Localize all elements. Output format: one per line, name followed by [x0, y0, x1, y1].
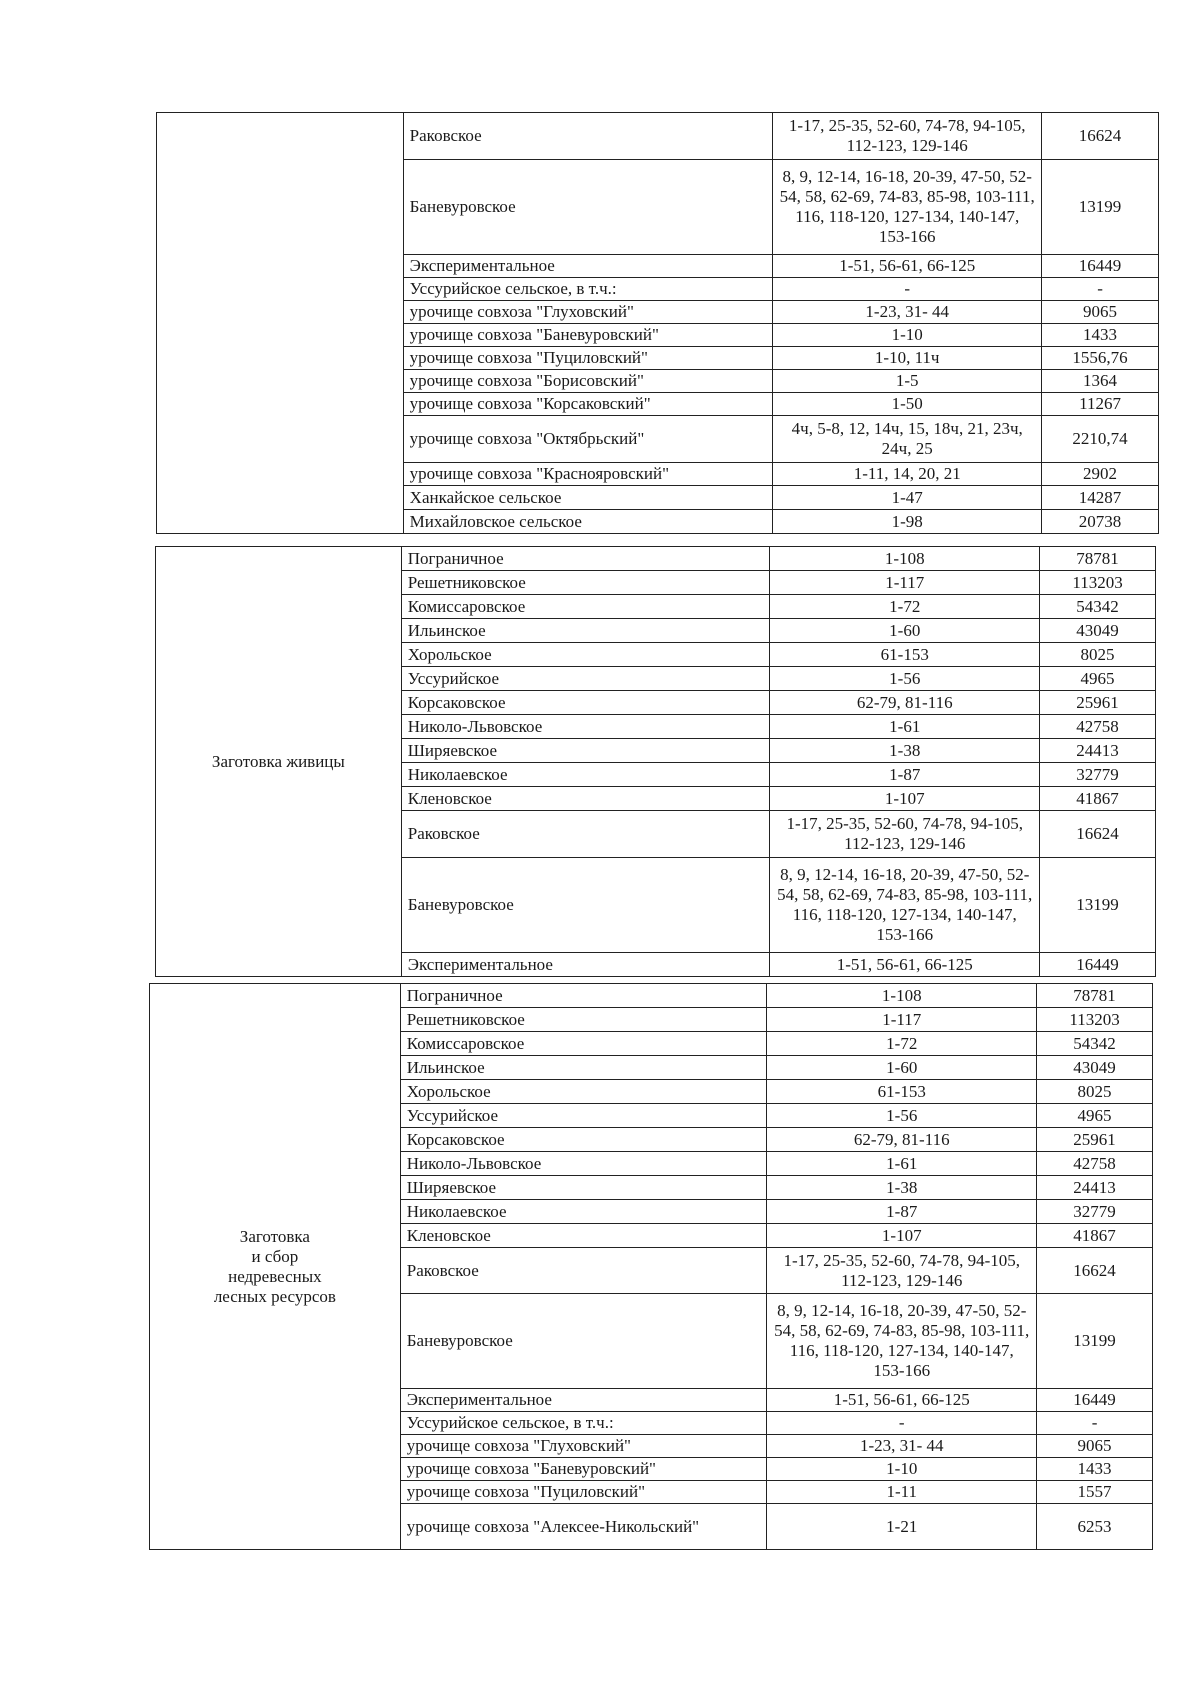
table-row — [157, 113, 1159, 160]
forestry-name-cell: Раковское — [401, 811, 770, 858]
area-cell: 4965 — [1040, 667, 1156, 691]
forestry-name-cell: урочище совхоза "Корсаковский" — [403, 393, 773, 416]
forestry-name-cell: Комиссаровское — [401, 595, 770, 619]
area-cell: 54342 — [1037, 1032, 1153, 1056]
forestry-name-cell: урочище совхоза "Октябрьский" — [403, 416, 773, 463]
forestry-name-cell: Ханкайское сельское — [403, 486, 773, 510]
quarter-numbers-cell: 1-38 — [767, 1176, 1037, 1200]
forestry-name-cell: Баневуровское — [400, 1294, 767, 1389]
quarter-numbers-cell: 1-11, 14, 20, 21 — [773, 463, 1042, 486]
quarter-numbers-cell: 8, 9, 12-14, 16-18, 20-39, 47-50, 52-54, 58, 62-69, 74-83, 85-98, 103-111, 116, 118-120, 127-134, 140-147, 153-166 — [773, 160, 1042, 255]
area-cell: 1556,76 — [1042, 347, 1159, 370]
quarter-numbers-cell: 4ч, 5-8, 12, 14ч, 15, 18ч, 21, 23ч, 24ч, 25 — [773, 416, 1042, 463]
quarter-numbers-cell: 1-47 — [773, 486, 1042, 510]
quarter-numbers-cell: 1-51, 56-61, 66-125 — [773, 255, 1042, 278]
quarter-numbers-cell: 1-38 — [770, 739, 1040, 763]
quarter-numbers-cell: 1-108 — [770, 547, 1040, 571]
area-cell: 25961 — [1040, 691, 1156, 715]
forestry-name-cell: Хорольское — [400, 1080, 767, 1104]
quarter-numbers-cell: 61-153 — [767, 1080, 1037, 1104]
quarter-numbers-cell: 8, 9, 12-14, 16-18, 20-39, 47-50, 52-54, 58, 62-69, 74-83, 85-98, 103-111, 116, 118-120, 127-134, 140-147, 153-166 — [767, 1294, 1037, 1389]
area-cell: 13199 — [1040, 858, 1156, 953]
area-cell: 113203 — [1040, 571, 1156, 595]
quarter-numbers-cell: 1-60 — [767, 1056, 1037, 1080]
forestry-name-cell: Раковское — [403, 113, 773, 160]
area-cell: 9065 — [1042, 301, 1159, 324]
area-cell: 16449 — [1042, 255, 1159, 278]
forestry-name-cell: Уссурийское — [401, 667, 770, 691]
forestry-name-cell: Уссурийское сельское, в т.ч.: — [400, 1412, 767, 1435]
area-cell: 78781 — [1040, 547, 1156, 571]
forestry-name-cell: урочище совхоза "Пуциловский" — [403, 347, 773, 370]
forest-table-block — [156, 112, 1159, 534]
table-row — [150, 984, 1153, 1008]
quarter-numbers-cell: 1-61 — [770, 715, 1040, 739]
forestry-name-cell: Экспериментальное — [401, 953, 770, 977]
forestry-name-cell: Николо-Львовское — [400, 1152, 767, 1176]
forestry-name-cell: Решетниковское — [401, 571, 770, 595]
forestry-name-cell: урочище совхоза "Пуциловский" — [400, 1481, 767, 1504]
quarter-numbers-cell: 1-107 — [767, 1224, 1037, 1248]
area-cell: 78781 — [1037, 984, 1153, 1008]
area-cell: 16624 — [1042, 113, 1159, 160]
section-label: Заготовка живицы — [156, 547, 402, 977]
quarter-numbers-cell: 1-21 — [767, 1504, 1037, 1550]
area-cell: 8025 — [1040, 643, 1156, 667]
quarter-numbers-cell: 1-17, 25-35, 52-60, 74-78, 94-105, 112-123, 129-146 — [770, 811, 1040, 858]
quarter-numbers-cell: 1-98 — [773, 510, 1042, 534]
forestry-name-cell: Корсаковское — [400, 1128, 767, 1152]
area-cell: 25961 — [1037, 1128, 1153, 1152]
forestry-name-cell: Экспериментальное — [403, 255, 773, 278]
area-cell: 16624 — [1040, 811, 1156, 858]
quarter-numbers-cell: 1-11 — [767, 1481, 1037, 1504]
forestry-name-cell: Ильинское — [400, 1056, 767, 1080]
section-label: Заготовка и сбор недревесных лесных ресурсов — [150, 984, 401, 1550]
area-cell: 113203 — [1037, 1008, 1153, 1032]
area-cell: 2902 — [1042, 463, 1159, 486]
forestry-name-cell: Уссурийское — [400, 1104, 767, 1128]
forestry-name-cell: Баневуровское — [403, 160, 773, 255]
area-cell: 42758 — [1040, 715, 1156, 739]
forestry-name-cell: Михайловское сельское — [403, 510, 773, 534]
forestry-name-cell: Хорольское — [401, 643, 770, 667]
forestry-name-cell: Ильинское — [401, 619, 770, 643]
area-cell: 54342 — [1040, 595, 1156, 619]
quarter-numbers-cell: 1-56 — [770, 667, 1040, 691]
area-cell: 42758 — [1037, 1152, 1153, 1176]
forestry-name-cell: Раковское — [400, 1248, 767, 1294]
forest-table-block — [155, 546, 1156, 977]
forestry-name-cell: урочище совхоза "Глуховский" — [403, 301, 773, 324]
forestry-name-cell: Николаевское — [401, 763, 770, 787]
quarter-numbers-cell: 61-153 — [770, 643, 1040, 667]
quarter-numbers-cell: 1-10 — [767, 1458, 1037, 1481]
forestry-name-cell: урочище совхоза "Глуховский" — [400, 1435, 767, 1458]
forestry-name-cell: урочище совхоза "Баневуровский" — [403, 324, 773, 347]
forestry-name-cell: Уссурийское сельское, в т.ч.: — [403, 278, 773, 301]
forestry-name-cell: Кленовское — [400, 1224, 767, 1248]
area-cell: 1557 — [1037, 1481, 1153, 1504]
quarter-numbers-cell: 1-107 — [770, 787, 1040, 811]
area-cell: 8025 — [1037, 1080, 1153, 1104]
area-cell: 11267 — [1042, 393, 1159, 416]
forestry-name-cell: Комиссаровское — [400, 1032, 767, 1056]
area-cell: 1433 — [1042, 324, 1159, 347]
quarter-numbers-cell: 1-50 — [773, 393, 1042, 416]
quarter-numbers-cell: 62-79, 81-116 — [767, 1128, 1037, 1152]
area-cell: 4965 — [1037, 1104, 1153, 1128]
forestry-name-cell: Пограничное — [401, 547, 770, 571]
quarter-numbers-cell: 1-72 — [770, 595, 1040, 619]
quarter-numbers-cell: - — [773, 278, 1042, 301]
area-cell: 9065 — [1037, 1435, 1153, 1458]
quarter-numbers-cell: 1-56 — [767, 1104, 1037, 1128]
area-cell: 16449 — [1037, 1389, 1153, 1412]
quarter-numbers-cell: - — [767, 1412, 1037, 1435]
area-cell: 43049 — [1037, 1056, 1153, 1080]
area-cell: 32779 — [1037, 1200, 1153, 1224]
area-cell: 32779 — [1040, 763, 1156, 787]
quarter-numbers-cell: 1-60 — [770, 619, 1040, 643]
section-label — [157, 113, 404, 534]
forestry-name-cell: Экспериментальное — [400, 1389, 767, 1412]
area-cell: 1433 — [1037, 1458, 1153, 1481]
area-cell: 2210,74 — [1042, 416, 1159, 463]
quarter-numbers-cell: 1-72 — [767, 1032, 1037, 1056]
forestry-name-cell: Корсаковское — [401, 691, 770, 715]
quarter-numbers-cell: 1-117 — [767, 1008, 1037, 1032]
forestry-name-cell: Ширяевское — [401, 739, 770, 763]
area-cell: 41867 — [1040, 787, 1156, 811]
area-cell: - — [1042, 278, 1159, 301]
table-row — [156, 547, 1156, 571]
forestry-name-cell: урочище совхоза "Борисовский" — [403, 370, 773, 393]
area-cell: 20738 — [1042, 510, 1159, 534]
forestry-name-cell: Пограничное — [400, 984, 767, 1008]
area-cell: 13199 — [1042, 160, 1159, 255]
quarter-numbers-cell: 1-87 — [770, 763, 1040, 787]
forest-table-block — [149, 983, 1153, 1550]
area-cell: 41867 — [1037, 1224, 1153, 1248]
quarter-numbers-cell: 1-10, 11ч — [773, 347, 1042, 370]
quarter-numbers-cell: 1-51, 56-61, 66-125 — [770, 953, 1040, 977]
quarter-numbers-cell: 1-17, 25-35, 52-60, 74-78, 94-105, 112-123, 129-146 — [767, 1248, 1037, 1294]
area-cell: 6253 — [1037, 1504, 1153, 1550]
area-cell: 16449 — [1040, 953, 1156, 977]
area-cell: - — [1037, 1412, 1153, 1435]
quarter-numbers-cell: 1-117 — [770, 571, 1040, 595]
quarter-numbers-cell: 1-10 — [773, 324, 1042, 347]
quarter-numbers-cell: 1-87 — [767, 1200, 1037, 1224]
forestry-name-cell: урочище совхоза "Краснояровский" — [403, 463, 773, 486]
area-cell: 16624 — [1037, 1248, 1153, 1294]
area-cell: 14287 — [1042, 486, 1159, 510]
forestry-name-cell: Ширяевское — [400, 1176, 767, 1200]
forestry-name-cell: урочище совхоза "Баневуровский" — [400, 1458, 767, 1481]
quarter-numbers-cell: 1-108 — [767, 984, 1037, 1008]
quarter-numbers-cell: 62-79, 81-116 — [770, 691, 1040, 715]
forestry-name-cell: Баневуровское — [401, 858, 770, 953]
quarter-numbers-cell: 1-23, 31- 44 — [767, 1435, 1037, 1458]
quarter-numbers-cell: 1-23, 31- 44 — [773, 301, 1042, 324]
quarter-numbers-cell: 1-17, 25-35, 52-60, 74-78, 94-105, 112-123, 129-146 — [773, 113, 1042, 160]
forestry-name-cell: урочище совхоза "Алексее-Никольский" — [400, 1504, 767, 1550]
area-cell: 24413 — [1040, 739, 1156, 763]
forestry-name-cell: Кленовское — [401, 787, 770, 811]
area-cell: 1364 — [1042, 370, 1159, 393]
quarter-numbers-cell: 8, 9, 12-14, 16-18, 20-39, 47-50, 52-54, 58, 62-69, 74-83, 85-98, 103-111, 116, 118-120, 127-134, 140-147, 153-166 — [770, 858, 1040, 953]
quarter-numbers-cell: 1-5 — [773, 370, 1042, 393]
area-cell: 13199 — [1037, 1294, 1153, 1389]
forestry-name-cell: Решетниковское — [400, 1008, 767, 1032]
forestry-name-cell: Николаевское — [400, 1200, 767, 1224]
forestry-name-cell: Николо-Львовское — [401, 715, 770, 739]
quarter-numbers-cell: 1-51, 56-61, 66-125 — [767, 1389, 1037, 1412]
area-cell: 43049 — [1040, 619, 1156, 643]
area-cell: 24413 — [1037, 1176, 1153, 1200]
quarter-numbers-cell: 1-61 — [767, 1152, 1037, 1176]
